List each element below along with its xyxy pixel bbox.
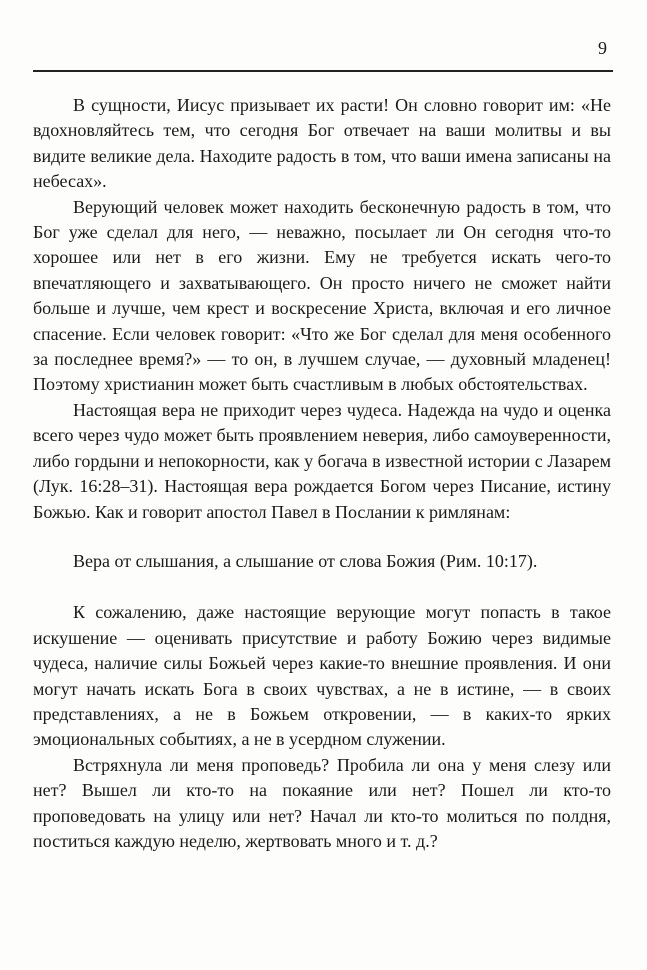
body-text (33, 93, 611, 854)
paragraph: Настоящая вера не приходит через чудеса. Надежда на чудо и оценка всего через чудо может быть проявлением неверия, либо самоуверенности, либо гордыни и непокорности, как у богача в известной истории с Лазарем (Лук. 16:28–31). Настоящая вера рождается Богом через Писание, истину Божью. Как и говорит апостол Павел в Послании к римлянам: (33, 399, 611, 522)
paragraph: Верующий человек может находить бесконечную радость в том, что Бог уже сделал для него, — неважно, посылает ли Он сегодня что-то хорошее или нет в его жизни. Ему не требуется искать чего-то впечатляющего и захватывающего. Он просто ничего не сможет найти больше и лучше, чем крест и воскресение Христа, включая и его личное спасение. Если человек говорит: «Что же Бог сделал для меня особенного за последнее время?» — то он, в лучшем случае, — духовный младенец! Поэтому христианин может быть счастливым в любых обстоятельствах. (33, 196, 611, 395)
page-number: 9 (598, 38, 607, 58)
paragraph: К сожалению, даже настоящие верующие могут попасть в такое искушение — оценивать присутствие и работу Божию через видимые чудеса, наличие силы Божьей через какие-то внешние проявления. И они могут начать искать Бога в своих чувствах, а не в истине, — в своих представлениях, а не в Божьем откровении, — в каких-то ярких эмоциональных событиях, а не в усердном служении. (33, 602, 611, 750)
header-rule (33, 70, 613, 72)
paragraph: В сущности, Иисус призывает их расти! Он словно говорит им: «Не вдохновляйтесь тем, что сегодня Бог отвечает на ваши молитвы и вы видите великие дела. Находите радость в том, что ваши имена записаны на небесах». (33, 95, 611, 192)
scripture-quote: Вера от слышания, а слышание от слова Божия (Рим. 10:17). (73, 550, 538, 571)
paragraph: Встряхнула ли меня проповедь? Пробила ли она у меня слезу или нет? Вышел ли кто-то на покаяние или нет? Пошел ли кто-то проповедовать на улицу или нет? Начал ли кто-то молиться по полдня, поститься каждую неделю, жертвовать много и т. д.? (33, 754, 611, 851)
